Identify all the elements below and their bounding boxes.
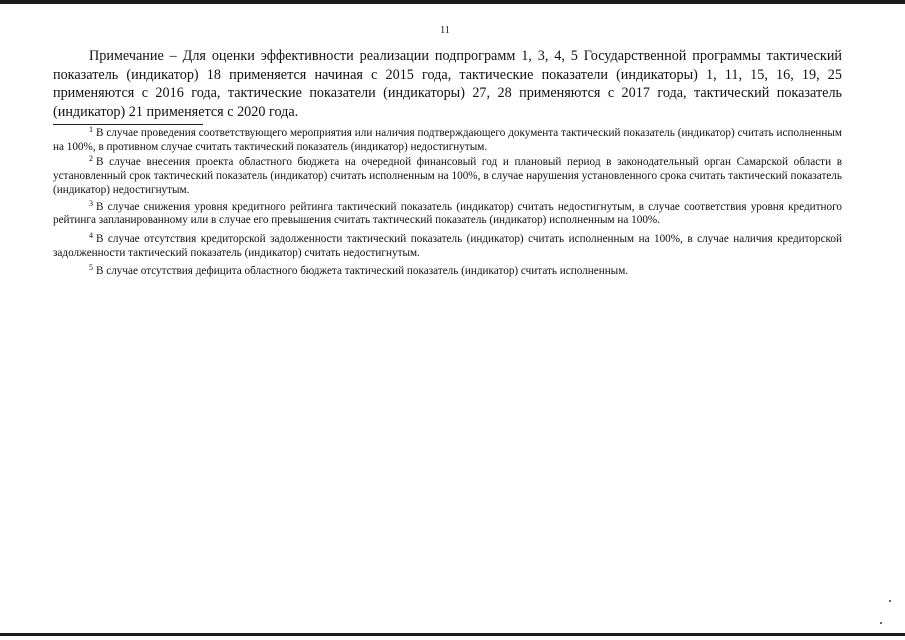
footnote-marker: 3 [89, 198, 93, 208]
footnote-4 [53, 230, 842, 260]
footnote-marker: 4 [89, 230, 93, 240]
footnote-marker: 1 [89, 125, 93, 134]
scan-speck [880, 622, 882, 624]
page-top-border [0, 0, 905, 4]
footnote-5 [53, 265, 842, 279]
page-bottom-border [0, 633, 905, 636]
page-number: 11 [440, 25, 450, 36]
footnote-3 [53, 198, 842, 228]
footnote-text: В случае проведения соответствующего мероприятия или наличия подтверждающего документа тактический показатель (индикатор) считать исполненным на 100%, в противном случае считать тактический показатель (индикатор) недостигнутым. [53, 127, 842, 153]
footnote-separator [53, 124, 203, 125]
footnote-text: В случае внесения проекта областного бюджета на очередной финансовый год и плановый период в законодательный орган Самарской области в установленный срок тактический показатель (индикатор) считать исполненным на 100%, в случае нарушения установленного срока считать тактический показатель (индикатор) недостигнутым. [53, 156, 842, 196]
footnote-text: В случае снижения уровня кредитного рейтинга тактический показатель (индикатор) считать недостигнутым, в случае соответствия уровня кредитного рейтинга запланированному или в случае его превышения считать тактический показатель (индикатор) исполненным на 100%. [53, 200, 842, 227]
scan-speck [889, 600, 891, 602]
footnote-text: В случае отсутствия кредиторской задолженности тактический показатель (индикатор) считать исполненным на 100%, в случае наличия кредиторской задолженности тактический показатель (индикатор) считать недостигнутым. [53, 232, 842, 259]
footnote-2 [53, 156, 842, 197]
note-paragraph: Примечание – Для оценки эффективности реализации подпрограмм 1, 3, 4, 5 Государственной программы тактический показатель (индикатор) 18 применяется начиная с 2015 года, тактические показатели (индикаторы) 1, 11, 15, 16, 19, 25 применяются с 2016 года, тактические показатели (индикаторы) 27, 28 применяются с 2017 года, тактический показатель (индикатор) 21 применяется с 2020 года. [53, 48, 842, 120]
footnote-text: В случае отсутствия дефицита областного бюджета тактический показатель (индикатор) считать исполненным. [96, 265, 629, 278]
footnote-marker: 5 [89, 263, 93, 273]
footnote-1 [53, 127, 842, 154]
footnotes-section [53, 127, 842, 279]
footnote-marker: 2 [89, 154, 93, 164]
